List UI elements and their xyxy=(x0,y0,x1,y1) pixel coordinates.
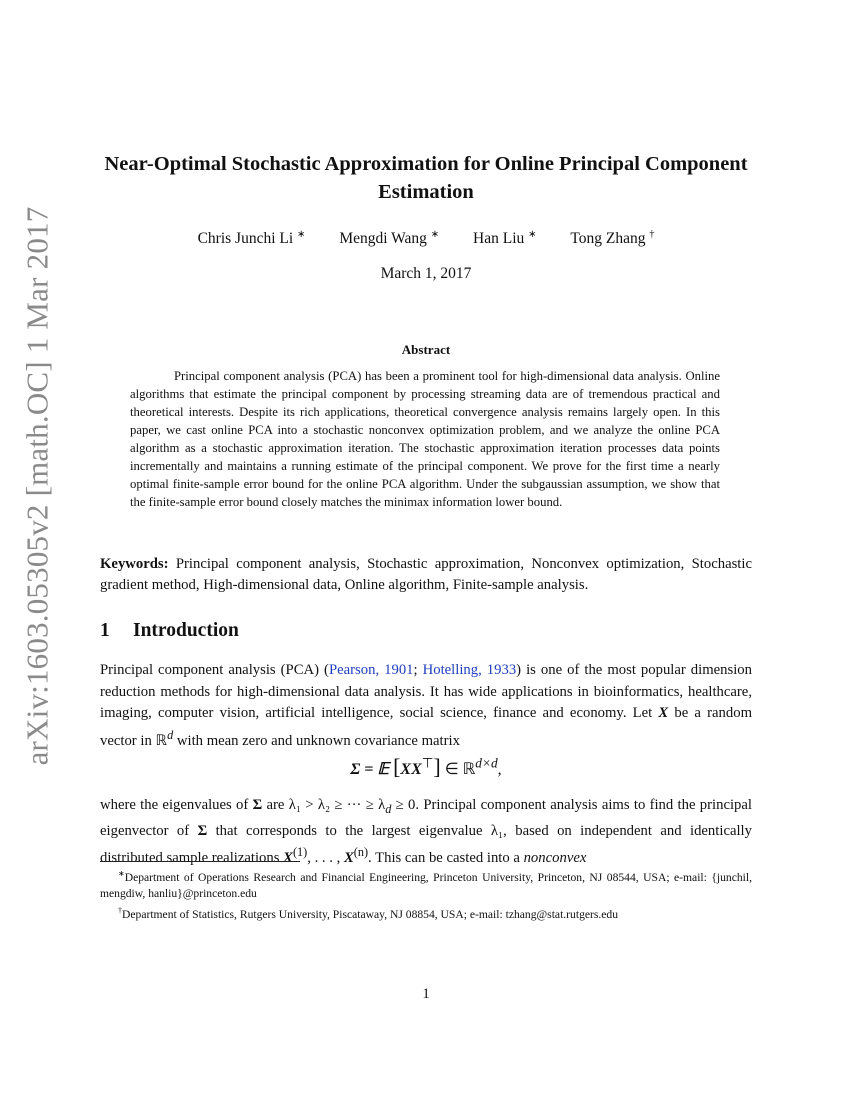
author-mark: ∗ xyxy=(528,229,537,240)
math-symbol: X xyxy=(658,705,669,722)
arxiv-id: arXiv:1603.05305v2 [math.OC] 1 Mar 2017 xyxy=(19,206,54,766)
text-run: where the eigenvalues of xyxy=(100,797,253,813)
math-symbol: Σ xyxy=(197,822,208,839)
section-heading xyxy=(100,620,239,642)
paper-title: Near-Optimal Stochastic Approximation for Online Principal Component Estimation xyxy=(104,153,748,203)
equation-lhs: Σ = 𝔼 xyxy=(350,761,390,778)
intro-paragraph-continued xyxy=(100,795,752,870)
author-name: Chris Junchi Li xyxy=(197,230,294,248)
math-symbol: (n) xyxy=(353,845,369,860)
footnote-text: Department of Operations Research and Financial Engineering, Princeton University, Princeton, NJ 08544, USA; e-mail: {junchil, mengdiw, hanliu}@princeton.edu xyxy=(100,870,752,901)
citation-link[interactable]: Pearson, 1901 xyxy=(328,662,414,678)
text-run: . This can be casted into a xyxy=(368,850,524,867)
text-run: are λ₁ > λ₂ ≥ ··· ≥ λ xyxy=(262,797,386,813)
text-run: with mean zero and unknown covariance matrix xyxy=(173,732,460,749)
abstract-text: Principal component analysis (PCA) has been a prominent tool for high-dimensional data analysis. Online algorithms that estimate the principal component by processing streaming data are of tremendous practical and theoretical interests. Despite its rich applications, theoretical convergence analysis remains largely open. In this paper, we cast online PCA into a stochastic nonconvex optimization problem, and we analyze the online PCA algorithm as a stochastic approximation iteration. The stochastic approximation iteration processes data points incrementally and maintains a running estimate of the principal component. We prove for the first time a nearly optimal finite-sample error bound for the online PCA algorithm. Under the subgaussian assumption, we show that the finite-sample error bound closely matches the minimax information lower bound. xyxy=(130,369,720,509)
math-symbol: X xyxy=(283,850,293,867)
author-name: Tong Zhang xyxy=(570,230,646,248)
author-mark: ∗ xyxy=(297,229,306,240)
footnote-mark: ∗ xyxy=(118,869,125,878)
page-number: 1 xyxy=(422,986,430,1002)
author-name: Mengdi Wang xyxy=(339,230,427,248)
text-run: be a random vector in ℝ xyxy=(100,705,752,749)
citation-link[interactable]: Hotelling, 1933 xyxy=(422,662,517,678)
footnote-text: Department of Statistics, Rutgers University, Piscataway, NJ 08854, USA; e-mail: tzhang@stat.rutgers.edu xyxy=(122,907,619,921)
equation-term: XX xyxy=(400,761,422,778)
author xyxy=(473,229,537,248)
math-symbol: d xyxy=(385,801,392,816)
emphasis: nonconvex xyxy=(523,850,587,867)
math-symbol: Σ xyxy=(252,797,263,813)
author xyxy=(570,229,654,248)
author-list xyxy=(100,229,752,248)
equation-end: , xyxy=(497,761,502,778)
author-mark: ∗ xyxy=(430,229,440,240)
section-number: 1 xyxy=(100,620,110,641)
author xyxy=(198,229,306,248)
keywords-label: Keywords: xyxy=(100,556,169,572)
text-run: Principal component analysis (PCA) ( xyxy=(100,662,329,678)
text-run: ≥ 0. Principal component analysis aims to find the principal eigenvector of xyxy=(100,797,752,839)
author xyxy=(339,229,439,248)
text-run: that corresponds to the largest eigenvalue λ₁, based on independent and identically distributed sample realizations xyxy=(100,822,752,867)
keywords xyxy=(100,554,752,596)
footnote-mark: † xyxy=(118,905,122,915)
equation-sup: d×d xyxy=(475,755,498,771)
math-symbol: X xyxy=(343,850,354,867)
equation-sup: ⊤ xyxy=(421,755,434,771)
intro-paragraph xyxy=(100,660,752,752)
abstract-heading: Abstract xyxy=(401,342,451,357)
equation-rhs: ∈ ℝ xyxy=(440,761,476,778)
arxiv-stamp xyxy=(6,206,68,766)
keywords-text: Principal component analysis, Stochastic approximation, Nonconvex optimization, Stochastic gradient method, High-dimensional data, Online algorithm, Finite-sample analysis. xyxy=(100,556,752,593)
math-symbol: (1) xyxy=(292,845,308,860)
equation: Σ = 𝔼 [XX⊤] ∈ ℝ$^{d\times d}$, xyxy=(350,754,502,779)
footnote xyxy=(100,866,752,903)
section-title: Introduction xyxy=(133,620,239,641)
footnote xyxy=(100,903,752,923)
author-name: Han Liu xyxy=(473,230,525,248)
paper-date: March 1, 2017 xyxy=(380,265,472,282)
text-run: , . . . , xyxy=(307,850,344,867)
text-run: ) is one of the most popular dimension reduction methods for high-dimensional data analysis. It has wide applications in bioinformatics, healthcare, imaging, computer vision, artificial intelligence, social science, finance and economy. Let xyxy=(100,662,752,722)
author-mark: † xyxy=(649,229,655,240)
math-symbol: d xyxy=(167,727,174,742)
footnote-rule xyxy=(100,861,300,862)
text-run: ; xyxy=(413,662,423,678)
footnotes xyxy=(100,866,752,923)
